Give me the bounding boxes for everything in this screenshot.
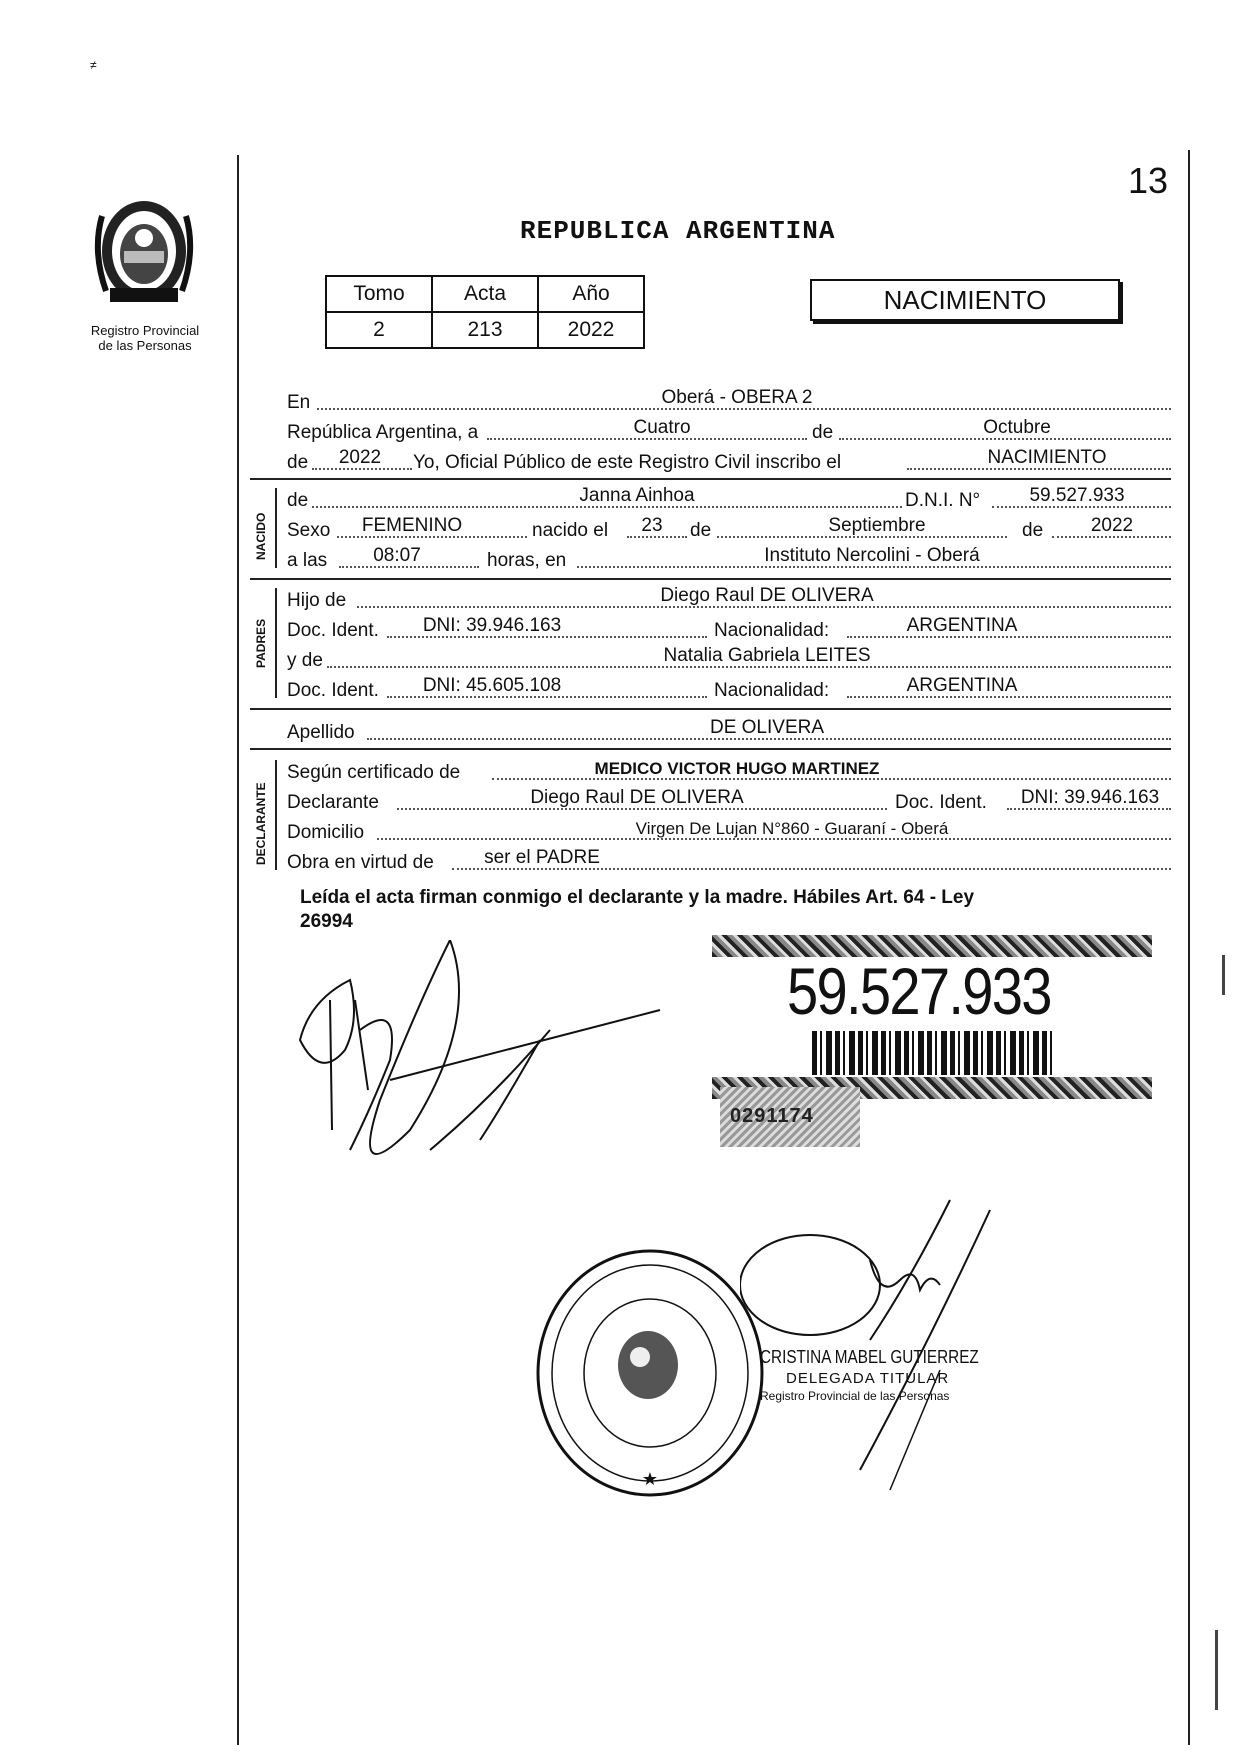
row-madre-doc — [287, 676, 1171, 702]
de2-label: de — [287, 452, 309, 473]
dni-value: 59.527.933 — [1029, 485, 1125, 506]
scan-mark-right — [1222, 955, 1225, 995]
inscribo-value: NACIMIENTO — [987, 447, 1107, 468]
hijo-label: Hijo de — [287, 590, 347, 611]
dom-value: Virgen De Lujan N°860 - Guaraní - Oberá — [635, 819, 949, 838]
row-obra — [287, 848, 1171, 874]
official-seal — [530, 1245, 770, 1505]
right-margin-line — [1188, 150, 1190, 1745]
madre-value: Natalia Gabriela LEITES — [663, 645, 871, 666]
divider — [250, 708, 1171, 710]
cert-value: MEDICO VICTOR HUGO MARTINEZ — [594, 759, 880, 778]
en-label: En — [287, 392, 311, 413]
value-anio: 2022 — [538, 312, 644, 348]
decl-value: Diego Raul DE OLIVERA — [530, 787, 744, 808]
de-label: de — [812, 422, 834, 443]
scan-mark-bottom-right — [1215, 1630, 1218, 1710]
row-en — [287, 388, 1171, 414]
left-margin-line — [237, 155, 239, 1745]
nacido-label: NACIDO — [254, 512, 268, 560]
value-tomo: 2 — [326, 312, 432, 348]
scan-mark-top-left: ≠ — [90, 58, 97, 72]
row-sexo — [287, 516, 1171, 542]
dni-sticker — [712, 935, 1152, 1127]
divider — [250, 578, 1171, 580]
declarante-label: DECLARANTE — [254, 782, 268, 865]
hora-value: 08:07 — [373, 545, 421, 566]
row-padre — [287, 586, 1171, 612]
nacido-de3-label: de — [1022, 520, 1044, 541]
decl-doc-label: Doc. Ident. — [895, 792, 987, 813]
row-fecha — [287, 418, 1171, 444]
header-tomo: Tomo — [326, 276, 432, 312]
registro-logo — [88, 196, 200, 316]
nacido-de-label: de — [287, 490, 309, 511]
padre-doc-label: Doc. Ident. — [287, 620, 379, 641]
official-office: Registro Provincial de las Personas — [760, 1389, 950, 1403]
dni-label: D.N.I. N° — [905, 490, 981, 511]
row-nombre — [287, 486, 1171, 512]
cert-label: Según certificado de — [287, 762, 461, 783]
nombre-value: Janna Ainhoa — [579, 485, 695, 506]
apellido-label: Apellido — [287, 722, 355, 743]
row-inscribo — [287, 448, 1171, 474]
row-domicilio — [287, 818, 1171, 844]
madre-nac-label: Nacionalidad: — [714, 680, 830, 701]
row-declarante — [287, 788, 1171, 814]
sexo-label: Sexo — [287, 520, 331, 541]
divider — [250, 478, 1171, 480]
header-anio: Año — [538, 276, 644, 312]
record-table — [325, 275, 645, 349]
apellido-value: DE OLIVERA — [709, 717, 825, 738]
record-type-box: NACIMIENTO — [810, 279, 1120, 321]
mes-nac-value: Septiembre — [828, 515, 926, 536]
padre-value: Diego Raul DE OLIVERA — [660, 585, 874, 606]
nacido-bar — [275, 488, 277, 568]
obra-value: ser el PADRE — [484, 847, 600, 868]
yde-label: y de — [287, 650, 323, 671]
inscribo-label: Yo, Oficial Público de este Registro Civil inscribo el — [413, 452, 842, 473]
sticker-dni-number: 59.527.933 — [787, 954, 1051, 1028]
row-certificado — [287, 758, 1171, 784]
document-title: REPUBLICA ARGENTINA — [520, 216, 836, 246]
anio-nac-value: 2022 — [1090, 515, 1134, 536]
padre-nac-label: Nacionalidad: — [714, 620, 830, 641]
declarant-signature — [290, 940, 680, 1190]
header-acta: Acta — [432, 276, 538, 312]
mes-value: Octubre — [983, 417, 1051, 438]
barcode-icon — [812, 1031, 1052, 1075]
padre-nac-value: ARGENTINA — [906, 615, 1018, 636]
obra-label: Obra en virtud de — [287, 852, 434, 873]
padre-doc-value: DNI: 39.946.163 — [422, 615, 562, 636]
decl-label: Declarante — [287, 792, 379, 813]
padres-label: PADRES — [254, 618, 268, 668]
page-number: 13 — [1128, 160, 1169, 201]
official-name: CRISTINA MABEL GUTIERREZ — [760, 1347, 979, 1367]
logo-caption — [70, 323, 220, 353]
footer-note — [300, 886, 1160, 934]
star-icon: ★ — [641, 1469, 659, 1489]
padres-bar — [275, 588, 277, 698]
dia-value: Cuatro — [633, 417, 691, 438]
madre-doc-value: DNI: 45.605.108 — [422, 675, 562, 696]
madre-doc-label: Doc. Ident. — [287, 680, 379, 701]
row-padre-doc — [287, 616, 1171, 642]
madre-nac-value: ARGENTINA — [906, 675, 1018, 696]
en-value: Oberá - OBERA 2 — [661, 387, 813, 408]
nacido-de2-label: de — [690, 520, 712, 541]
logo-caption-line1: Registro Provincial — [90, 323, 200, 338]
footer-note-line2: 26994 — [300, 911, 353, 932]
divider — [250, 748, 1171, 750]
coat-of-arms-icon — [88, 196, 200, 316]
sticker-serial: 0291174 — [730, 1105, 814, 1127]
decl-doc-value: DNI: 39.946.163 — [1020, 787, 1160, 808]
logo-caption-line2: de las Personas — [98, 338, 192, 353]
row-hora — [287, 546, 1171, 572]
footer-note-line1: Leída el acta firman conmigo el declarante y la madre. Hábiles Art. 64 - Ley — [300, 887, 975, 908]
alas-label: a las — [287, 550, 328, 571]
declarante-bar — [275, 760, 277, 870]
horas-label: horas, en — [487, 550, 567, 571]
sexo-value: FEMENINO — [361, 515, 463, 536]
anio-value: 2022 — [338, 447, 382, 468]
value-acta: 213 — [432, 312, 538, 348]
official-block — [760, 1347, 1020, 1403]
row-madre — [287, 646, 1171, 672]
nacido-el-label: nacido el — [532, 520, 609, 541]
dia-nac-value: 23 — [641, 515, 663, 536]
lugar-value: Instituto Nercolini - Oberá — [764, 545, 980, 566]
row-apellido — [287, 718, 1171, 744]
official-role: DELEGADA TITULAR — [786, 1370, 950, 1387]
republica-label: República Argentina, a — [287, 422, 479, 443]
dom-label: Domicilio — [287, 822, 365, 843]
